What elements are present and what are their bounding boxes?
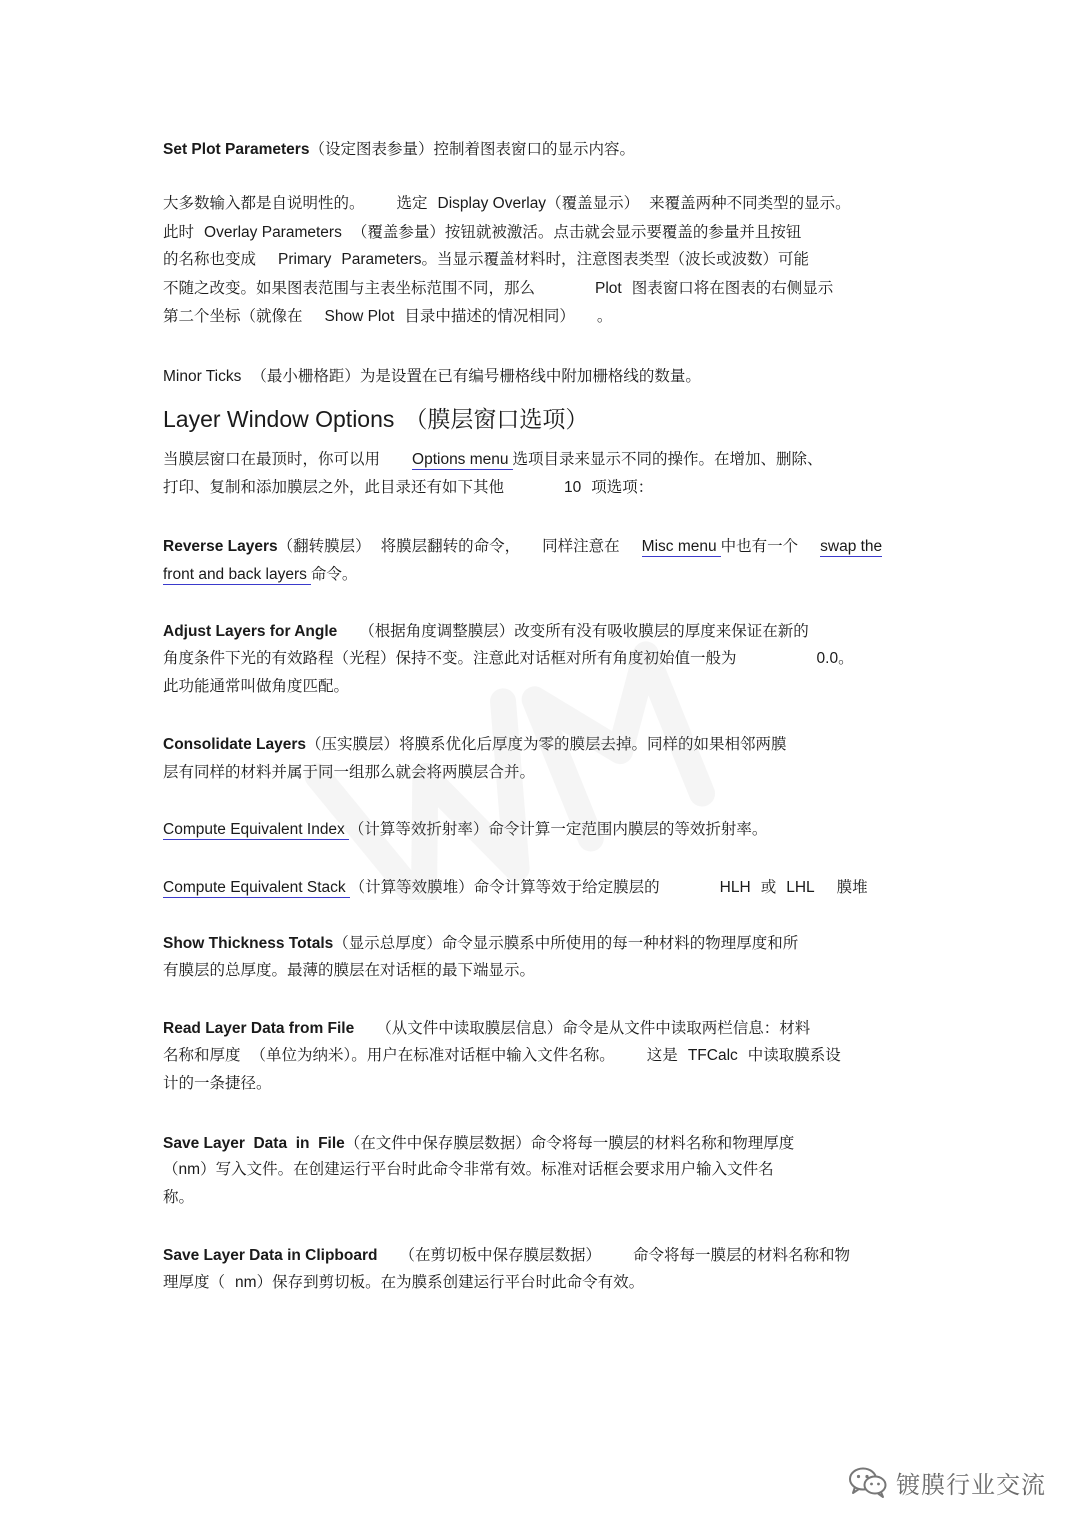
nm-unit: nm: [235, 1274, 257, 1291]
equiv-stack-text: 膜堆: [836, 878, 868, 896]
nm-unit: nm: [178, 1161, 201, 1178]
save-layer-data-clipboard-term: Save Layer Data in Clipboard: [163, 1247, 378, 1264]
save-file-text: （在文件中保存膜层数据）命令将每一膜层的材料名称和物理厚度: [344, 1134, 795, 1152]
overlay-line-3: [163, 249, 809, 270]
minor-ticks-paragraph: [163, 366, 701, 387]
swap-layers-link[interactable]: swap the: [820, 538, 883, 555]
save-file-line-2: [163, 1159, 774, 1180]
adjust-line-3: [163, 676, 349, 696]
count-ten: 10: [564, 479, 582, 496]
save-clip-line-1: [163, 1245, 850, 1266]
read-file-text: 名称和厚度: [163, 1046, 241, 1064]
layer-window-text: 当膜层窗口在最顶时，你可以用: [163, 450, 381, 468]
overlay-parameters-term: Overlay Parameters: [204, 224, 342, 241]
reverse-layers-term: Reverse Layers: [163, 538, 278, 555]
parameters-term: Parameters。: [341, 251, 438, 268]
initial-angle-value: 0.0。: [816, 650, 854, 667]
equiv-index-text: （计算等效折射率）命令计算一定范围内膜层的等效折射率。: [348, 820, 768, 838]
tfcalc-term: TFCalc: [687, 1047, 738, 1064]
minor-ticks-term: Minor Ticks: [163, 368, 242, 385]
minor-ticks-desc: （最小栅格距）为是设置在已有编号栅格线中附加栅格线的数量。: [251, 367, 701, 385]
swap-layers-link-cont[interactable]: front and back layers: [163, 566, 311, 585]
adjust-text: 角度条件下光的有效路程（光程）保持不变。注意此对话框对所有角度初始值一般为: [163, 649, 737, 667]
equiv-stack-paragraph: [163, 877, 868, 898]
show-thickness-term: Show Thickness Totals: [163, 935, 334, 952]
read-file-text: （单位为纳米）: [250, 1046, 352, 1064]
read-file-text: 。用户在标准对话框中输入文件名称。: [351, 1046, 615, 1064]
primary-term: Primary: [278, 251, 332, 268]
hlh-term: HLH: [719, 879, 751, 896]
save-layer-data-file-term: Save Layer Data in File: [163, 1135, 345, 1152]
overlay-text: 当显示覆盖材料时，注意图表类型（波长或波数）可能: [437, 250, 810, 268]
overlay-text: 选定: [396, 194, 428, 212]
thickness-text: （显示总厚度）命令显示膜系中所使用的每一种材料的物理厚度和所: [333, 934, 799, 952]
adjust-layers-term: Adjust Layers for Angle: [163, 623, 338, 640]
read-file-text: 中读取膜系设: [747, 1046, 841, 1064]
overlay-text: 第二个坐标（就像在: [163, 307, 303, 325]
layer-window-text: 项选项：: [591, 478, 654, 496]
equiv-index-paragraph: [163, 819, 767, 840]
adjust-line-2: [163, 648, 854, 669]
set-plot-desc: （设定图表参量）控制着图表窗口的显示内容。: [309, 140, 635, 158]
read-layer-data-term: Read Layer Data from File: [163, 1020, 355, 1037]
overlay-line-2: [163, 222, 801, 243]
set-plot-term: Set Plot Parameters: [163, 141, 310, 158]
overlay-text: 图表窗口将在图表的右侧显示: [631, 279, 834, 297]
layer-window-text: 选项目录来显示不同的操作。在增加、删除、: [512, 450, 823, 468]
consolidate-text: （压实膜层）将膜系优化后厚度为零的膜层去掉。同样的如果相邻两膜: [306, 735, 787, 753]
overlay-text: （覆盖参量）按钮就被激活。点击就会显示要覆盖的参量并且按钮: [351, 223, 802, 241]
lhl-term: LHL: [786, 879, 815, 896]
thickness-text: 有膜层的总厚度。最薄的膜层在对话框的最下端显示。: [163, 961, 536, 979]
compute-equivalent-index-link[interactable]: Compute Equivalent Index: [163, 821, 349, 840]
reverse-line-1: [163, 536, 882, 557]
overlay-text: 来覆盖两种不同类型的显示。: [649, 194, 851, 212]
misc-menu-link[interactable]: Misc menu: [642, 538, 721, 557]
reverse-text: 中也有一个: [720, 537, 799, 555]
save-clip-text: 理厚度（: [163, 1273, 226, 1291]
show-plot-term: Show Plot: [324, 308, 395, 325]
save-clip-text: （在剪切板中保存膜层数据）: [399, 1246, 602, 1264]
thickness-line-1: [163, 933, 798, 954]
save-file-text: 称。: [163, 1188, 195, 1206]
save-file-text: （: [163, 1160, 179, 1178]
set-plot-paragraph: [163, 139, 635, 160]
overlay-line-5: [163, 306, 612, 327]
reverse-text: 同样注意在: [542, 537, 620, 555]
consolidate-layers-term: Consolidate Layers: [163, 736, 306, 753]
save-clip-text: 命令将每一膜层的材料名称和物: [633, 1246, 851, 1264]
heading-cn: （膜层窗口选项）: [404, 407, 589, 433]
plot-term: Plot: [595, 280, 622, 297]
adjust-text: （根据角度调整膜层）改变所有没有吸收膜层的厚度来保证在新的: [359, 622, 809, 640]
reverse-line-2: [163, 564, 357, 585]
read-file-text: 计的一条捷径。: [163, 1074, 272, 1092]
wechat-icon: [848, 1465, 888, 1499]
overlay-text: 。: [596, 307, 613, 325]
thickness-line-2: [163, 960, 535, 980]
overlay-line-1: [163, 193, 851, 214]
read-file-line-3: [163, 1073, 272, 1093]
save-file-line-1: [163, 1133, 794, 1154]
display-overlay-term: Display Overlay: [437, 195, 547, 212]
reverse-text: 将膜层翻转的命令，: [380, 537, 521, 555]
adjust-line-1: [163, 621, 809, 642]
layer-window-options-heading: [163, 404, 588, 435]
overlay-text: 此时: [163, 223, 195, 241]
options-menu-link[interactable]: Options menu: [412, 451, 513, 470]
save-file-line-3: [163, 1187, 194, 1207]
layer-window-text: 打印、复制和添加膜层之外，此目录还有如下其他: [163, 478, 505, 496]
read-file-line-1: [163, 1018, 810, 1039]
overlay-text: 的名称也变成: [163, 250, 257, 268]
account-name: 镀膜行业交流: [896, 1470, 1046, 1499]
overlay-text: 不随之改变。如果图表范围与主表坐标范围不同，那么: [163, 279, 536, 297]
overlay-text: 目录中描述的情况相同）: [404, 307, 575, 325]
save-clip-text: ）保存到剪切板。在为膜系创建运行平台时此命令有效。: [256, 1273, 645, 1291]
reverse-text: 命令。: [310, 565, 358, 583]
equiv-stack-text: （计算等效膜堆）命令计算等效于给定膜层的: [349, 878, 660, 896]
overlay-text: （覆盖显示）: [546, 194, 640, 212]
adjust-text: 此功能通常叫做角度匹配。: [163, 677, 350, 695]
read-file-text: （从文件中读取膜层信息）命令是从文件中读取两栏信息：材料: [376, 1019, 811, 1037]
heading-en: Layer Window Options: [163, 406, 395, 432]
save-file-text: ）写入文件。在创建运行平台时此命令非常有效。标准对话框会要求用户输入文件名: [200, 1160, 774, 1178]
layer-window-line-1: [163, 449, 823, 470]
consolidate-line-1: [163, 734, 787, 755]
reverse-text: （翻转膜层）: [277, 537, 371, 555]
read-file-line-2: [163, 1045, 841, 1066]
read-file-text: 这是: [646, 1046, 678, 1064]
consolidate-line-2: [163, 762, 535, 782]
save-clip-line-2: [163, 1272, 644, 1293]
footer-account: [848, 1462, 1046, 1502]
equiv-stack-text: 或: [760, 878, 777, 896]
layer-window-line-2: [163, 477, 653, 498]
consolidate-text: 层有同样的材料并属于同一组那么就会将两膜层合并。: [163, 763, 536, 781]
compute-equivalent-stack-link[interactable]: Compute Equivalent Stack: [163, 879, 350, 898]
overlay-line-4: [163, 278, 833, 299]
overlay-text: 大多数输入都是自说明性的。: [163, 194, 365, 212]
